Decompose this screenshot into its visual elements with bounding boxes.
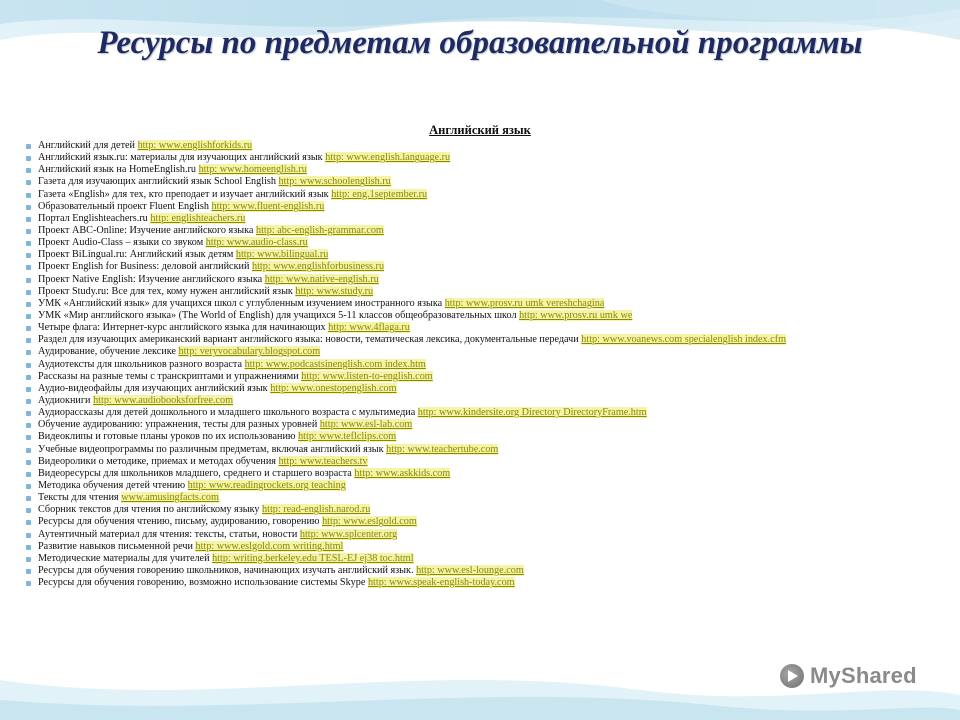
resource-link[interactable]: http: www.teachertube.com [386, 443, 499, 455]
item-text: Газета для изучающих английский язык School English [38, 176, 279, 188]
list-item [26, 164, 951, 176]
resource-link[interactable]: http: www.teflclips.com [298, 431, 397, 443]
bullet-icon [26, 229, 31, 234]
resource-link[interactable]: http: www.eslgold.com writing.html [195, 540, 344, 552]
bullet-icon [26, 533, 31, 538]
bullet-icon [26, 411, 31, 416]
list-item [26, 529, 951, 541]
item-text: Аудиорассказы для детей дошкольного и младшего школьного возраста с мультимедиа [38, 407, 418, 419]
slide-title: Ресурсы по предметам образовательной программы [97, 25, 863, 61]
resource-link[interactable]: http: www.podcastsinenglish.com index.htm [244, 358, 426, 370]
item-text: Аудирование, обучение лексике [38, 346, 179, 358]
bullet-icon [26, 168, 31, 173]
bullet-icon [26, 484, 31, 489]
list-item [26, 516, 951, 528]
list-item [26, 152, 951, 164]
bullet-icon [26, 508, 31, 513]
resource-link[interactable]: http: www.native-english.ru [264, 273, 379, 285]
list-item [26, 504, 951, 516]
list-item [26, 322, 951, 334]
resource-link[interactable]: http: www.listen-to-english.com [301, 370, 433, 382]
resource-link[interactable]: http: www.esl-lab.com [319, 419, 413, 431]
bullet-icon [26, 180, 31, 185]
list-item [26, 431, 951, 443]
item-text: Портал Englishteachers.ru [38, 212, 151, 224]
list-item [26, 468, 951, 480]
resource-link[interactable]: http: www.prosv.ru umk we [519, 309, 633, 321]
resource-link[interactable]: http: www.kindersite.org Directory DirectoryFrame.htm [417, 407, 647, 419]
list-item [26, 577, 951, 589]
list-item [26, 261, 951, 273]
list-item [26, 444, 951, 456]
resource-link[interactable]: http: www.teachers.tv [278, 455, 368, 467]
item-text: Методика обучения детей чтению [38, 479, 188, 491]
bullet-icon [26, 545, 31, 550]
item-text: Английский для детей [38, 140, 138, 151]
play-logo-icon [780, 664, 804, 688]
list-item [26, 419, 951, 431]
watermark-text: MyShared [810, 663, 917, 688]
bullet-icon [26, 338, 31, 343]
bullet-icon [26, 265, 31, 270]
list-item [26, 541, 951, 553]
bullet-icon [26, 569, 31, 574]
resource-link[interactable]: http: www.bilingual.ru [235, 249, 329, 261]
bullet-icon [26, 448, 31, 453]
item-text: УМК «Английский язык» для учащихся школ с углубленным изучением иностранного языка [38, 297, 445, 309]
list-item [26, 310, 951, 322]
list-item [26, 383, 951, 395]
bullet-icon [26, 241, 31, 246]
bullet-icon [26, 205, 31, 210]
list-item [26, 456, 951, 468]
item-text: Проект English for Business: деловой английский [38, 261, 252, 273]
bullet-icon [26, 520, 31, 525]
item-text: Ресурсы для обучения говорению, возможно использование системы Skype [38, 577, 368, 589]
item-text: Проект Native English: Изучение английского языка [38, 273, 265, 285]
item-text: Рассказы на разные темы с транскриптами и упражнениями [38, 370, 302, 382]
resource-link[interactable]: http: www.englishforbusiness.ru [251, 261, 385, 273]
bullet-icon [26, 557, 31, 562]
list-item [26, 140, 951, 152]
item-text: Английский язык.ru: материалы для изучающих английский язык [38, 152, 326, 164]
item-text: Четыре флага: Интернет-курс английского языка для начинающих [38, 322, 329, 334]
resource-link[interactable]: http: www.voanews.com specialenglish index.cfm [581, 334, 787, 346]
resource-link[interactable]: http: www.fluent-english.ru [211, 200, 325, 212]
resource-link[interactable]: http: www.eslgold.com [322, 516, 417, 528]
item-text: Проект Study.ru: Все для тех, кому нужен английский язык [38, 285, 296, 297]
resource-link[interactable]: http: www.4flaga.ru [328, 322, 410, 334]
list-item [26, 298, 951, 310]
item-text: Тексты для чтения [38, 492, 122, 504]
list-item [26, 189, 951, 201]
list-item [26, 334, 951, 346]
list-item [26, 480, 951, 492]
item-text: Аутентичный материал для чтения: тексты, статьи, новости [38, 528, 300, 540]
resource-link[interactable]: http: www.onestopenglish.com [270, 382, 397, 394]
resource-link[interactable]: http: www.schoolenglish.ru [278, 176, 391, 188]
item-text: Обучение аудированию: упражнения, тесты для разных уровней [38, 419, 320, 431]
bullet-icon [26, 350, 31, 355]
resource-link[interactable]: http: read-english.narod.ru [262, 504, 371, 516]
bullet-icon [26, 193, 31, 198]
item-text: Раздел для изучающих американский вариант английского языка: новости, тематическая лексика, документальные передачи [38, 334, 582, 346]
item-text: Сборник текстов для чтения по английскому языку [38, 504, 263, 516]
bullet-icon [26, 387, 31, 392]
bullet-icon [26, 314, 31, 319]
bullet-icon [26, 156, 31, 161]
list-item [26, 237, 951, 249]
list-item [26, 492, 951, 504]
resource-link[interactable]: http: www.englishforkids.ru [137, 140, 253, 151]
list-item [26, 286, 951, 298]
resource-list [26, 140, 951, 589]
resource-link[interactable]: http: englishteachers.ru [150, 212, 246, 224]
watermark-logo [780, 662, 917, 690]
bullet-icon [26, 326, 31, 331]
item-text: Методические материалы для учителей [38, 552, 213, 564]
item-text: Газета «English» для тех, кто преподает и изучает английский язык [38, 188, 332, 200]
item-text: УМК «Мир английского языка» (The World of English) для учащихся 5-11 классов общеобразовательных школ [38, 309, 520, 321]
bullet-icon [26, 472, 31, 477]
item-text: Видеоролики о методике, приемах и методах обучения [38, 455, 279, 467]
bullet-icon [26, 144, 31, 149]
list-item [26, 359, 951, 371]
bullet-icon [26, 278, 31, 283]
resource-link[interactable]: http: www.audiobooksforfree.com [93, 394, 234, 406]
list-item [26, 565, 951, 577]
item-text: Проект BiLingual.ru: Английский язык детям [38, 249, 236, 261]
bullet-icon [26, 435, 31, 440]
resource-link[interactable]: www.amusingfacts.com [121, 492, 219, 504]
resource-link[interactable]: http: www.askkids.com [354, 467, 451, 479]
item-text: Аудиокниги [38, 394, 94, 406]
item-text: Видеоресурсы для школьников младшего, среднего и старшего возраста [38, 467, 355, 479]
resource-link[interactable]: http: www.esl-lounge.com [416, 564, 524, 576]
bullet-icon [26, 581, 31, 586]
resource-link[interactable]: http: eng.1september.ru [331, 188, 428, 200]
bullet-icon [26, 253, 31, 258]
item-text: Аудио-видеофайлы для изучающих английский язык [38, 382, 271, 394]
item-text: Развитие навыков письменной речи [38, 540, 196, 552]
list-item [26, 371, 951, 383]
resource-link[interactable]: http: www.speak-english-today.com [367, 577, 515, 589]
bullet-icon [26, 399, 31, 404]
resource-link[interactable]: http: www.splcenter.org [299, 528, 398, 540]
resource-link[interactable]: http: abc-english-grammar.com [255, 224, 384, 236]
bullet-icon [26, 363, 31, 368]
bullet-icon [26, 375, 31, 380]
list-item [26, 395, 951, 407]
item-text: Образовательный проект Fluent English [38, 200, 212, 212]
bullet-icon [26, 217, 31, 222]
section-subtitle: Английский язык [429, 123, 531, 137]
resource-link[interactable]: http: www.readingrockets.org teaching [187, 479, 346, 491]
item-text: Ресурсы для обучения говорению школьников, начинающих изучать английский язык. [38, 564, 417, 576]
resource-link[interactable]: http: www.prosv.ru umk vereshchagina [444, 297, 605, 309]
list-item [26, 225, 951, 237]
item-text: Видеоклипы и готовые планы уроков по их использованию [38, 431, 299, 443]
bullet-icon [26, 496, 31, 501]
resource-link[interactable]: http: writing.berkeley.edu TESL-EJ ej38 toc.html [212, 552, 414, 564]
resource-link[interactable]: http: www.english.language.ru [325, 152, 451, 164]
list-item [26, 407, 951, 419]
list-item [26, 213, 951, 225]
item-text: Аудиотексты для школьников разного возраста [38, 358, 245, 370]
bullet-icon [26, 290, 31, 295]
bullet-icon [26, 302, 31, 307]
list-item [26, 553, 951, 565]
item-text: Проект Audio-Class – языки со звуком [38, 237, 206, 249]
resource-link[interactable]: http: www.homeenglish.ru [198, 164, 307, 176]
list-item [26, 249, 951, 261]
bullet-icon [26, 460, 31, 465]
list-item [26, 201, 951, 213]
list-item [26, 176, 951, 188]
list-item [26, 346, 951, 358]
item-text: Ресурсы для обучения чтению, письму, аудированию, говорению [38, 516, 323, 528]
resource-link[interactable]: http: veryvocabulary.blogspot.com [178, 346, 321, 358]
list-item [26, 274, 951, 286]
item-text: Проект ABC-Online: Изучение английского языка [38, 224, 256, 236]
resource-link[interactable]: http: www.audio-class.ru [205, 237, 308, 249]
resource-link[interactable]: http: www.study.ru [295, 285, 374, 297]
item-text: Учебные видеопрограммы по различным предметам, включая английский язык [38, 443, 387, 455]
bullet-icon [26, 423, 31, 428]
item-text: Английский язык на HomeEnglish.ru [38, 164, 199, 176]
